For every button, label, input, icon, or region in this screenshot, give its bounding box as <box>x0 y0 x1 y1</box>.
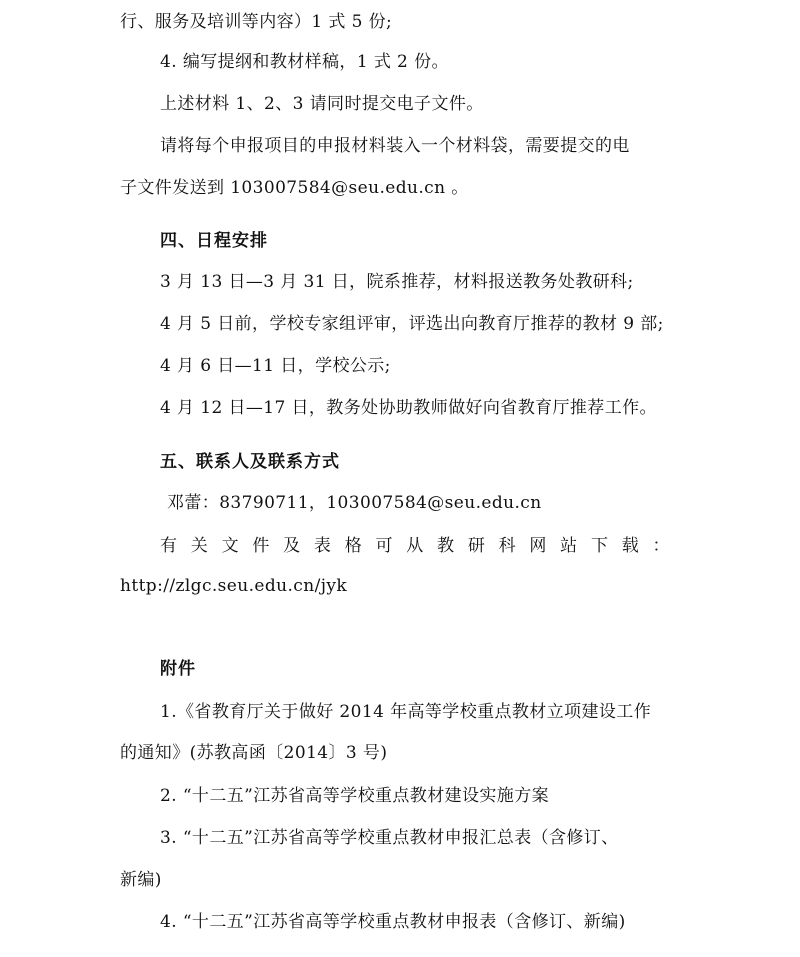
schedule-item: 4 月 6 日—11 日，学校公示; <box>160 356 391 376</box>
note-char: 格 <box>344 536 363 556</box>
schedule-item: 4 月 12 日—17 日，教务处协助教师做好向省教育厅推荐工作。 <box>160 398 657 418</box>
contact-line: 邓蕾：83790711，103007584@seu.edu.cn <box>167 493 542 513</box>
note-char: ： <box>652 536 670 556</box>
note-char: 从 <box>406 536 424 556</box>
paragraph-line: 上述材料 1、2、3 请同时提交电子文件。 <box>160 94 484 114</box>
schedule-item: 3 月 13 日—3 月 31 日，院系推荐，材料报送教务处教研科; <box>160 272 634 292</box>
attachment-item-continued: 新编) <box>120 870 162 890</box>
paragraph-line: 请将每个申报项目的申报材料装入一个材料袋，需要提交的电 <box>160 136 630 156</box>
section-heading: 五、联系人及联系方式 <box>160 452 340 472</box>
download-note <box>160 534 670 558</box>
note-char: 及 <box>283 536 301 556</box>
note-char: 下 <box>590 536 609 556</box>
note-char: 载 <box>621 536 640 556</box>
note-char: 关 <box>190 536 209 556</box>
note-char: 教 <box>437 536 455 556</box>
paragraph-line: 子文件发送到 103007584@seu.edu.cn 。 <box>120 178 469 198</box>
attachment-item: 1.《省教育厅关于做好 2014 年高等学校重点教材立项建设工作 <box>160 702 652 722</box>
section-heading: 附件 <box>160 659 196 679</box>
attachment-item: 4. “十二五”江苏省高等学校重点教材申报表（含修订、新编) <box>160 912 626 932</box>
note-char: 可 <box>375 536 393 556</box>
note-char: 科 <box>498 536 516 556</box>
attachment-item: 2. “十二五”江苏省高等学校重点教材建设实施方案 <box>160 786 550 806</box>
note-char: 站 <box>560 536 578 556</box>
list-item: 4. 编写提纲和教材样稿，1 式 2 份。 <box>160 52 449 72</box>
schedule-item: 4 月 5 日前，学校专家组评审，评选出向教育厅推荐的教材 9 部; <box>160 314 664 334</box>
note-char: 件 <box>252 536 270 556</box>
note-char: 有 <box>160 536 178 556</box>
website-link[interactable]: http://zlgc.seu.edu.cn/jyk <box>120 576 348 596</box>
paragraph-line: 行、服务及培训等内容）1 式 5 份; <box>120 12 393 32</box>
note-char: 网 <box>529 536 547 556</box>
attachment-item-continued: 的通知》(苏教高函〔2014〕3 号) <box>120 743 388 763</box>
note-char: 文 <box>221 536 239 556</box>
note-char: 表 <box>313 536 332 556</box>
section-heading: 四、日程安排 <box>160 231 268 251</box>
note-char: 研 <box>467 536 486 556</box>
attachment-item: 3. “十二五”江苏省高等学校重点教材申报汇总表（含修订、 <box>160 828 619 848</box>
